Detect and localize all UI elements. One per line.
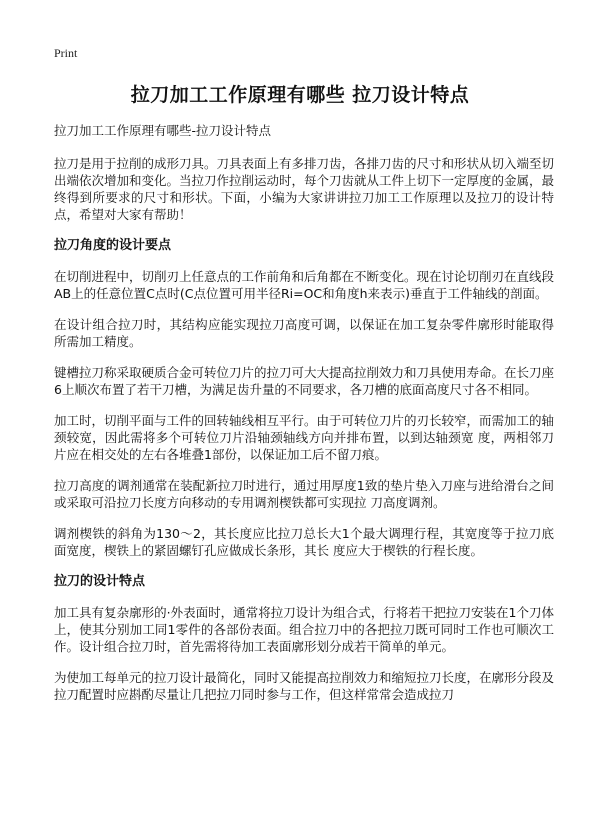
- section-heading-angle-design: 拉刀角度的设计要点: [54, 238, 172, 253]
- article-body: [54, 122, 554, 717]
- paragraph: 在切削进程中，切削刃上任意点的工作前角和后角都在不断变化。现在讨论切削刃在直线段AB上的任意位置C点时(C点位置可用半径Ri=OC和角度h来表示)垂直于工件轴线的剖面。: [54, 269, 555, 301]
- paragraph: 加工具有复杂廓形的·外表面时，通常将拉刀设计为组合式，行将若干把拉刀安装在1个刀体上，使其分别加工同1零件的各部份表面。组合拉刀中的各把拉刀既可同时工作也可顺次工作。设计组合拉刀时，首先需将待加工表面廓形划分成若干简单的单元。: [54, 605, 554, 654]
- paragraph-intro: 拉刀是用于拉削的成形刀具。刀具表面上有多排刀齿，各排刀齿的尺寸和形状从切入端至切出端依次增加和变化。当拉刀作拉削运动时，每个刀齿就从工件上切下一定厚度的金属，最终得到所要求的尺寸和形状。下面，小编为大家讲讲拉刀加工工作原理以及拉刀的设计特点，希望对大家有帮助！: [54, 156, 555, 222]
- paragraph: 为使加工每单元的拉刀设计最简化，同时又能提高拉削效力和缩短拉刀长度，在廓形分段及拉刀配置时应斟酌尽量让几把拉刀同时参与工作，但这样常常会造成拉刀: [54, 670, 555, 702]
- article-subtitle: 拉刀加工工作原理有哪些-拉刀设计特点: [54, 123, 272, 138]
- paragraph: 在设计组合拉刀时，其结构应能实现拉刀高度可调，以保证在加工复杂零件廓形时能取得 所需加工精度。: [54, 317, 554, 349]
- section-heading-design-features: 拉刀的设计特点: [54, 574, 146, 589]
- paragraph: 调剂楔铁的斜角为130～2，其长度应比拉刀总长大1个最大调理行程，其宽度等于拉刀底面宽度，楔铁上的紧固螺钉孔应做成长条形，其长 度应大于楔铁的行程长度。: [54, 526, 554, 558]
- print-link[interactable]: Print: [54, 46, 78, 60]
- page-title: 拉刀加工工作原理有哪些 拉刀设计特点: [130, 84, 470, 106]
- paragraph: 拉刀高度的调剂通常在装配新拉刀时进行，通过用厚度1致的垫片垫入刀座与进给滑台之间或采取可沿拉刀长度方向移动的专用调剂楔铁都可实现拉 刀高度调剂。: [54, 478, 554, 510]
- paragraph: 键槽拉刀称采取硬质合金可转位刀片的拉刀可大大提高拉削效力和刀具使用寿命。在长刀座6上顺次布置了若干刀槽，为满足齿升量的不同要求，各刀槽的底面高度尺寸各不相同。: [54, 365, 555, 397]
- paragraph: 加工时，切削平面与工件的回转轴线相互平行。由于可转位刀片的刃长较窄，而需加工的轴颈较宽，因此需将多个可转位刀片沿轴颈轴线方向并排布置，以到达轴颈宽 度，两相邻刀片应在相交处的左右各堆叠1部份，以保证加工后不留刀痕。: [54, 413, 555, 462]
